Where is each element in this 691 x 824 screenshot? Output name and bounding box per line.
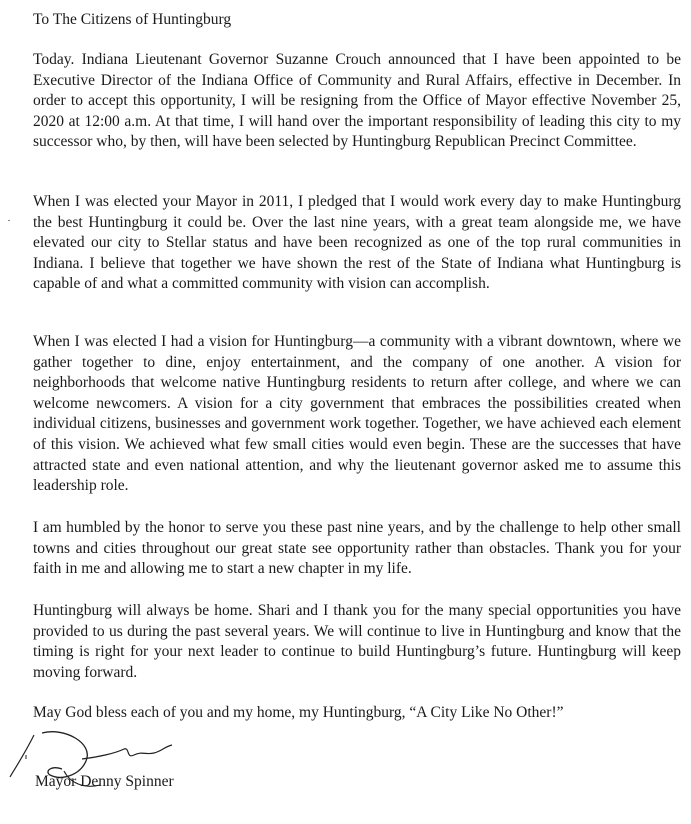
paragraph-blessing: May God bless each of you and my home, my Huntingburg, “A City Like No Other!” [33, 704, 564, 721]
margin-mark [8, 220, 10, 221]
signer-name: Mayor Denny Spinner [35, 773, 174, 790]
paragraph-announcement: Today. Indiana Lieutenant Governor Suzanne Crouch announced that I have been appointed to be Executive Director of the Indiana Office of Community and Rural Affairs, effective in December. In order to accept this opportunity, I will be resigning from the Office of Mayor effective November 25, 2020 at 12:00 a.m. At that time, I will hand over the important responsibility of leading this city to my successor who, by then, will have been selected by Huntingburg Republican Precinct Committee. [33, 51, 681, 151]
paragraph-home: Huntingburg will always be home. Shari and I thank you for the many special opportunities you have provided to us during the past several years. We will continue to live in Huntingburg and know that the timing is right for your next leader to continue to build Huntingburg’s future. Huntingburg will keep moving forward. [33, 602, 681, 681]
salutation: To The Citizens of Huntingburg [33, 11, 232, 28]
paragraph-vision: When I was elected I had a vision for Huntingburg—a community with a vibrant downtown, where we gather together to dine, enjoy entertainment, and the company of one another. A vision for neighborhoods that welcome native Huntingburg residents to return after college, and where we can welcome newcomers. A vision for a city government that embraces the possibilities created when individual citizens, businesses and government work together. Together, we have achieved each element of this vision. We achieved what few small cities would even begin. These are the successes that have attracted state and even national attention, and why the lieutenant governor asked me to assume this leadership role. [33, 333, 681, 495]
paragraph-gratitude: I am humbled by the honor to serve you these past nine years, and by the challenge to help other small towns and cities throughout our great state see opportunity rather than obstacles. Thank you for your faith in me and allowing me to start a new chapter in my life. [33, 519, 681, 578]
paragraph-tenure: When I was elected your Mayor in 2011, I pledged that I would work every day to make Huntingburg the best Huntingburg it could be. Over the last nine years, with a great team alongside me, we have elevated our city to Stellar status and have been recognized as one of the top rural communities in Indiana. I believe that together we have shown the rest of the State of Indiana what Huntingburg is capable of and what a committed community with vision can accomplish. [33, 193, 681, 293]
